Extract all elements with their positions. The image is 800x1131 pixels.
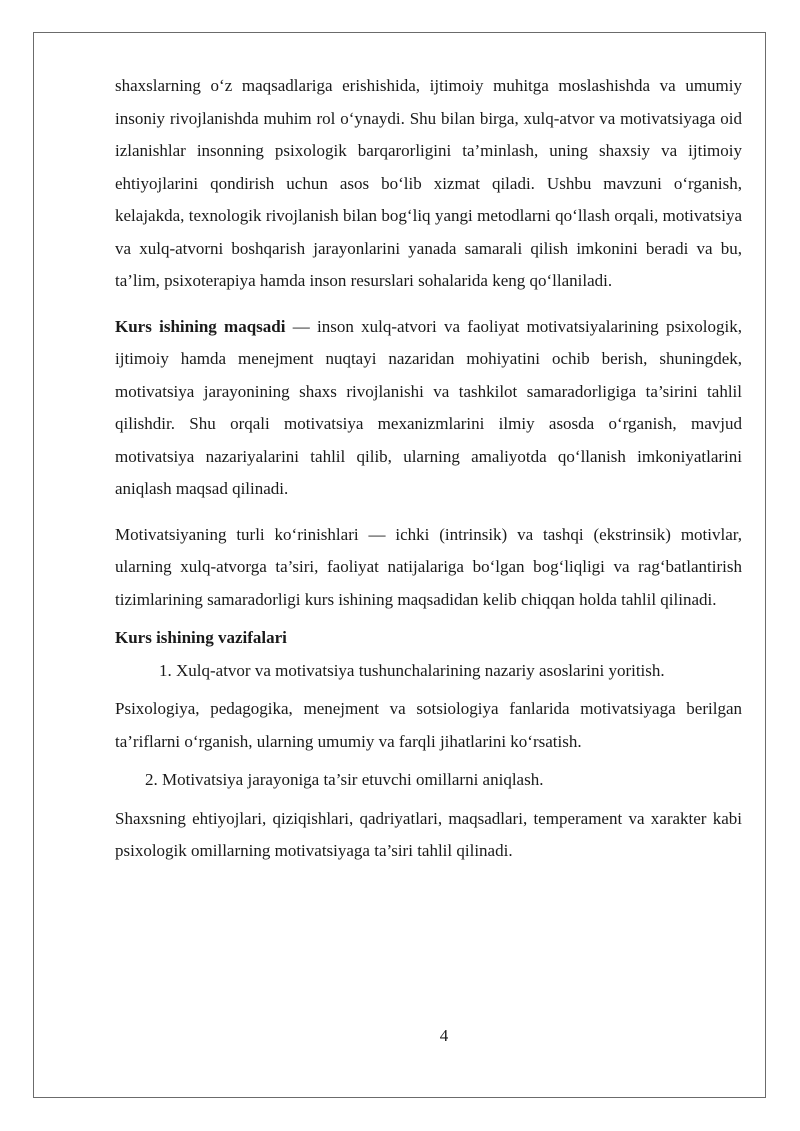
task-2-text: Shaxsning ehtiyojlari, qiziqishlari, qadriyatlari, maqsadlari, temperament va xarakter kabi psixologik omillarning motivatsiyaga ta’siri tahlil qilinadi. (115, 808, 742, 860)
forms-paragraph: Motivatsiyaning turli ko‘rinishlari — ichki (intrinsik) va tashqi (ekstrinsik) motivlar, ularning xulq-atvorga ta’siri, faoliyat natijalariga bo‘lgan bog‘liqligi va rag‘batlantirish tizimlarining samaradorligi kurs ishining maqsadidan kelib chiqqan holda tahlil qilinadi. (115, 524, 742, 609)
tasks-heading: Kurs ishining vazifalari (115, 628, 287, 647)
aim-heading: Kurs ishining maqsadi (115, 316, 286, 336)
aim-text: — inson xulq-atvori va faoliyat motivatsiyalarining psixologik, ijtimoiy hamda menejment nuqtayi nazaridan mohiyatini ochib berish, shuningdek, motivatsiya jarayonining shaxs rivojlanishi va tashkilot samaradorligiga ta’sirini tahlil qilishdir. Shu orqali motivatsiya mexanizmlarini ilmiy asosda o‘rganish, mavjud motivatsiya nazariyalarini tahlil qilib, ularning amaliyotda qo‘llanish imkoniyatlarini aniqlash maqsad qilinadi. (115, 316, 743, 498)
page-number: 4 (439, 1026, 449, 1045)
aim-paragraph (115, 311, 742, 506)
intro-paragraph: shaxslarning o‘z maqsadlariga erishishida, ijtimoiy muhitga moslashishda va umumiy insoniy rivojlanishda muhim rol o‘ynaydi. Shu bilan birga, xulq-atvor va motivatsiyaga oid izlanishlar insonning psixologik barqarorligini ta’minlash, uning shaxsiy va ijtimoiy ehtiyojlarini qondirish uchun asos bo‘lib xizmat qiladi. Ushbu mavzuni o‘rganish, kelajakda, texnologik rivojlanish bilan bog‘liq yangi metodlarni qo‘llash orqali, motivatsiya va xulq-atvorni boshqarish jarayonlarini yanada samarali qilish imkonini beradi va bu, ta’lim, psixoterapiya hamda inson resurslari sohalarida keng qo‘llaniladi. (115, 76, 742, 290)
task-1: 1. Xulq-atvor va motivatsiya tushunchalarining nazariy asoslarini yoritish. (159, 660, 665, 680)
document-body (115, 70, 742, 868)
task-1-text: Psixologiya, pedagogika, menejment va sotsiologiya fanlarida motivatsiyaga berilgan ta’riflarni o‘rganish, ularning umumiy va farqli jihatlarini ko‘rsatish. (115, 699, 742, 751)
task-2: 2. Motivatsiya jarayoniga ta’sir etuvchi omillarni aniqlash. (145, 770, 544, 789)
